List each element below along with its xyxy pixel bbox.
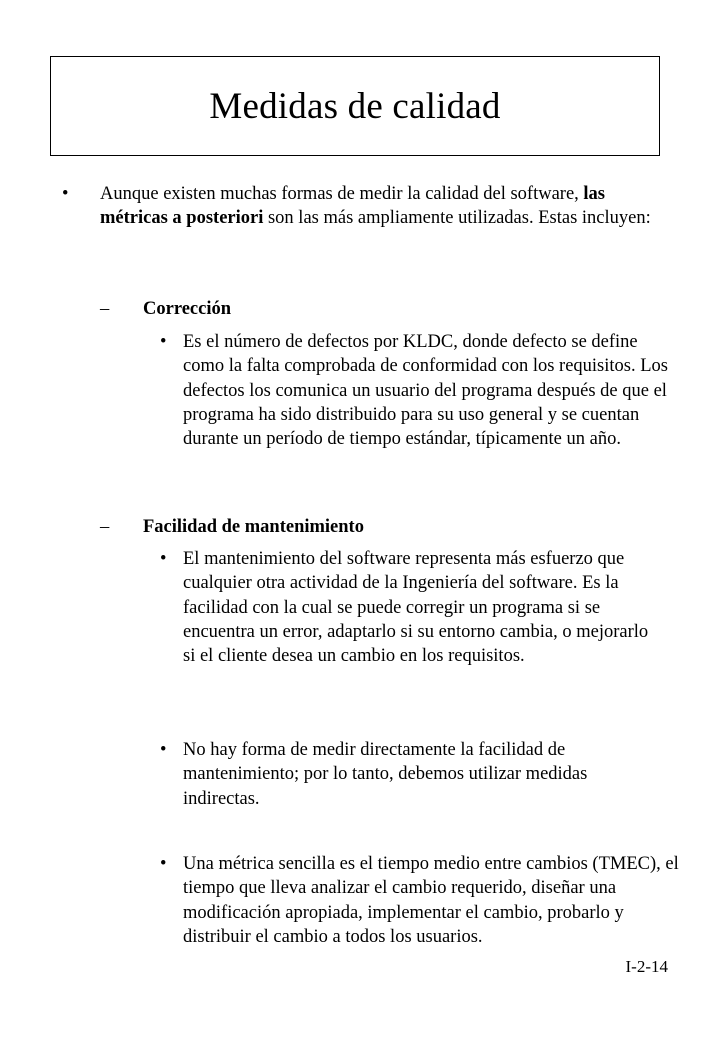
intro-text-after: son las más ampliamente utilizadas. Estas incluyen: <box>263 208 651 229</box>
item-mantenimiento-tmec: Una métrica sencilla es el tiempo medio entre cambios (TMEC), el tiempo que lleva analizar el cambio requerido, diseñar una modificación apropiada, implementar el cambio, probarlo y distribuir el cambio a todos los usuarios. <box>183 854 679 947</box>
item-bullet: • <box>160 549 167 569</box>
section-dash: – <box>100 517 110 537</box>
section-dash: – <box>100 299 110 319</box>
intro-text-before: Aunque existen muchas formas de medir la calidad del software, <box>100 184 584 204</box>
intro-bullet: • <box>62 184 69 204</box>
item-bullet: • <box>160 740 167 760</box>
intro-emphasis: las métricas a posteriori <box>100 184 605 229</box>
item-bullet: • <box>160 854 167 874</box>
item-mantenimiento-description: El mantenimiento del software representa más esfuerzo que cualquier otra actividad de la Ingeniería del software. Es la facilidad con la cual se puede corregir un programa si se encuentra un error, adaptarlo si su entorno cambia, o mejorarlo si el cliente desea un cambio en los requisitos. <box>183 549 649 667</box>
section-heading-mantenimiento: Facilidad de mantenimiento <box>143 517 364 537</box>
item-correccion-definition: Es el número de defectos por KLDC, donde defecto se define como la falta comprobada de conformidad con los requisitos. Los defectos los comunica un usuario del programa después de que el programa ha sido distribuido para su uso general y se cuentan durante un período de tiempo estándar, típicamente un año. <box>183 332 668 450</box>
page-number: I-2-14 <box>625 957 668 976</box>
intro-paragraph <box>100 182 665 231</box>
item-bullet: • <box>160 332 167 352</box>
section-heading-correccion: Corrección <box>143 299 232 319</box>
page-title: Medidas de calidad <box>209 85 501 127</box>
item-mantenimiento-indirect: No hay forma de medir directamente la facilidad de mantenimiento; por lo tanto, debemos utilizar medidas indirectas. <box>183 740 588 809</box>
